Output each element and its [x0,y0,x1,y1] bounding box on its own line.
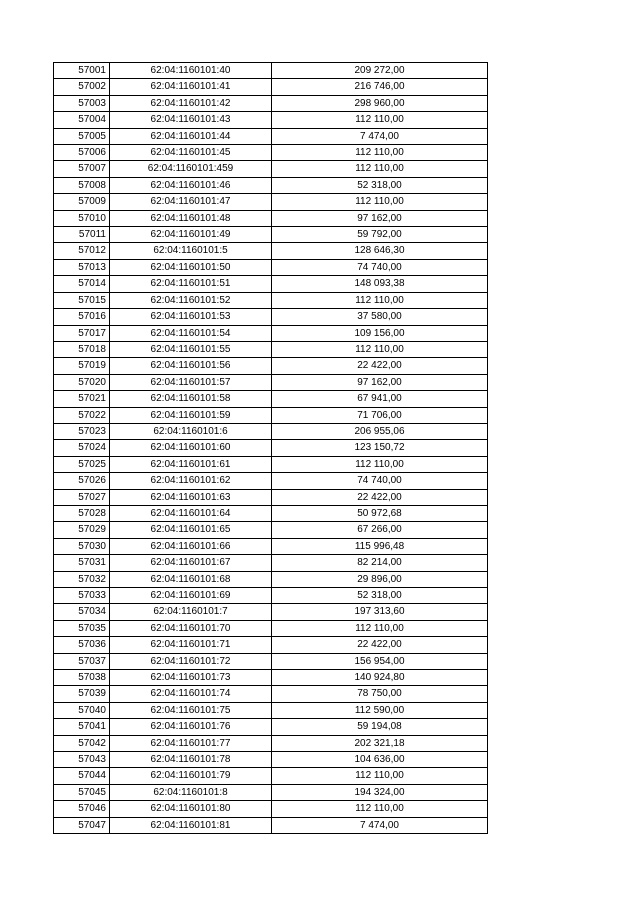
table-row [54,243,488,259]
row-id-cell: 57042 [54,735,110,751]
cadastral-value-cell: 216 746,00 [272,79,488,95]
cadastral-number-cell: 62:04:1160101:52 [110,292,272,308]
table-row [54,522,488,538]
cadastral-number-cell: 62:04:1160101:8 [110,784,272,800]
row-id-cell: 57033 [54,588,110,604]
cadastral-value-cell: 74 740,00 [272,259,488,275]
cadastral-number-cell: 62:04:1160101:63 [110,489,272,505]
cadastral-value-cell: 148 093,38 [272,276,488,292]
table-row [54,538,488,554]
cadastral-value-cell: 67 941,00 [272,391,488,407]
table-row [54,358,488,374]
table-row [54,653,488,669]
cadastral-number-cell: 62:04:1160101:50 [110,259,272,275]
cadastral-value-cell: 112 110,00 [272,194,488,210]
row-id-cell: 57047 [54,817,110,833]
cadastral-number-cell: 62:04:1160101:57 [110,374,272,390]
row-id-cell: 57026 [54,473,110,489]
cadastral-number-cell: 62:04:1160101:48 [110,210,272,226]
table-row [54,161,488,177]
cadastral-number-cell: 62:04:1160101:73 [110,670,272,686]
table-row [54,686,488,702]
row-id-cell: 57044 [54,768,110,784]
cadastral-number-cell: 62:04:1160101:56 [110,358,272,374]
table-row [54,79,488,95]
table-row [54,112,488,128]
table-row [54,752,488,768]
cadastral-number-cell: 62:04:1160101:5 [110,243,272,259]
cadastral-number-cell: 62:04:1160101:70 [110,620,272,636]
cadastral-value-cell: 67 266,00 [272,522,488,538]
table-row [54,670,488,686]
row-id-cell: 57013 [54,259,110,275]
cadastral-number-cell: 62:04:1160101:44 [110,128,272,144]
cadastral-number-cell: 62:04:1160101:79 [110,768,272,784]
cadastral-number-cell: 62:04:1160101:65 [110,522,272,538]
cadastral-number-cell: 62:04:1160101:62 [110,473,272,489]
cadastral-value-cell: 112 110,00 [272,341,488,357]
cadastral-number-cell: 62:04:1160101:53 [110,309,272,325]
row-id-cell: 57012 [54,243,110,259]
cadastral-number-cell: 62:04:1160101:55 [110,341,272,357]
cadastral-value-cell: 112 110,00 [272,112,488,128]
table-row [54,259,488,275]
row-id-cell: 57015 [54,292,110,308]
cadastral-value-cell: 194 324,00 [272,784,488,800]
row-id-cell: 57014 [54,276,110,292]
cadastral-value-cell: 112 110,00 [272,292,488,308]
row-id-cell: 57006 [54,145,110,161]
row-id-cell: 57009 [54,194,110,210]
table-row [54,407,488,423]
cadastral-value-cell: 112 110,00 [272,161,488,177]
cadastral-number-cell: 62:04:1160101:61 [110,456,272,472]
cadastral-number-cell: 62:04:1160101:74 [110,686,272,702]
row-id-cell: 57017 [54,325,110,341]
table-row [54,210,488,226]
row-id-cell: 57003 [54,95,110,111]
cadastral-number-cell: 62:04:1160101:6 [110,423,272,439]
row-id-cell: 57018 [54,341,110,357]
row-id-cell: 57028 [54,505,110,521]
cadastral-value-cell: 197 313,60 [272,604,488,620]
row-id-cell: 57034 [54,604,110,620]
table-row [54,817,488,833]
row-id-cell: 57038 [54,670,110,686]
table-row [54,604,488,620]
table-row [54,702,488,718]
row-id-cell: 57037 [54,653,110,669]
cadastral-number-cell: 62:04:1160101:59 [110,407,272,423]
cadastral-number-cell: 62:04:1160101:7 [110,604,272,620]
table-row [54,735,488,751]
cadastral-value-cell: 50 972,68 [272,505,488,521]
cadastral-value-cell: 37 580,00 [272,309,488,325]
cadastral-number-cell: 62:04:1160101:66 [110,538,272,554]
cadastral-number-cell: 62:04:1160101:47 [110,194,272,210]
cadastral-value-cell: 82 214,00 [272,555,488,571]
table-row [54,801,488,817]
row-id-cell: 57023 [54,423,110,439]
table-row [54,620,488,636]
cadastral-value-cell: 22 422,00 [272,358,488,374]
cadastral-number-cell: 62:04:1160101:68 [110,571,272,587]
row-id-cell: 57005 [54,128,110,144]
cadastral-number-cell: 62:04:1160101:46 [110,177,272,193]
cadastral-number-cell: 62:04:1160101:42 [110,95,272,111]
table-row [54,456,488,472]
table-row [54,719,488,735]
cadastral-value-cell: 7 474,00 [272,817,488,833]
cadastral-number-cell: 62:04:1160101:64 [110,505,272,521]
row-id-cell: 57022 [54,407,110,423]
row-id-cell: 57020 [54,374,110,390]
cadastral-value-cell: 202 321,18 [272,735,488,751]
row-id-cell: 57002 [54,79,110,95]
cadastral-number-cell: 62:04:1160101:69 [110,588,272,604]
row-id-cell: 57011 [54,227,110,243]
cadastral-value-cell: 109 156,00 [272,325,488,341]
table-row [54,423,488,439]
table-row [54,374,488,390]
cadastral-value-cell: 29 896,00 [272,571,488,587]
row-id-cell: 57045 [54,784,110,800]
cadastral-value-cell: 112 110,00 [272,768,488,784]
cadastral-value-cell: 59 792,00 [272,227,488,243]
cadastral-value-cell: 7 474,00 [272,128,488,144]
table-row [54,768,488,784]
cadastral-number-cell: 62:04:1160101:78 [110,752,272,768]
cadastral-number-cell: 62:04:1160101:459 [110,161,272,177]
cadastral-number-cell: 62:04:1160101:49 [110,227,272,243]
cadastral-number-cell: 62:04:1160101:76 [110,719,272,735]
cadastral-value-table [53,62,488,834]
cadastral-value-cell: 112 110,00 [272,456,488,472]
table-row [54,391,488,407]
cadastral-number-cell: 62:04:1160101:67 [110,555,272,571]
row-id-cell: 57025 [54,456,110,472]
table-row [54,341,488,357]
cadastral-value-cell: 112 110,00 [272,145,488,161]
row-id-cell: 57004 [54,112,110,128]
table-row [54,63,488,79]
cadastral-value-cell: 52 318,00 [272,588,488,604]
row-id-cell: 57019 [54,358,110,374]
row-id-cell: 57024 [54,440,110,456]
row-id-cell: 57046 [54,801,110,817]
table-row [54,95,488,111]
cadastral-number-cell: 62:04:1160101:80 [110,801,272,817]
cadastral-value-cell: 140 924,80 [272,670,488,686]
table-row [54,784,488,800]
cadastral-number-cell: 62:04:1160101:58 [110,391,272,407]
table-row [54,128,488,144]
cadastral-value-cell: 123 150,72 [272,440,488,456]
row-id-cell: 57021 [54,391,110,407]
table-row [54,309,488,325]
cadastral-number-cell: 62:04:1160101:43 [110,112,272,128]
row-id-cell: 57001 [54,63,110,79]
cadastral-value-cell: 97 162,00 [272,374,488,390]
cadastral-value-cell: 59 194,08 [272,719,488,735]
row-id-cell: 57032 [54,571,110,587]
cadastral-value-cell: 74 740,00 [272,473,488,489]
row-id-cell: 57027 [54,489,110,505]
cadastral-value-cell: 52 318,00 [272,177,488,193]
row-id-cell: 57008 [54,177,110,193]
cadastral-number-cell: 62:04:1160101:60 [110,440,272,456]
row-id-cell: 57029 [54,522,110,538]
cadastral-value-cell: 22 422,00 [272,637,488,653]
table-row [54,292,488,308]
cadastral-value-cell: 128 646,30 [272,243,488,259]
cadastral-value-cell: 112 590,00 [272,702,488,718]
cadastral-number-cell: 62:04:1160101:72 [110,653,272,669]
table-row [54,145,488,161]
table-row [54,276,488,292]
table-row [54,177,488,193]
table-row [54,505,488,521]
cadastral-value-cell: 112 110,00 [272,620,488,636]
table-row [54,637,488,653]
row-id-cell: 57030 [54,538,110,554]
cadastral-value-cell: 71 706,00 [272,407,488,423]
cadastral-value-cell: 298 960,00 [272,95,488,111]
table-row [54,440,488,456]
cadastral-value-cell: 206 955,06 [272,423,488,439]
row-id-cell: 57035 [54,620,110,636]
row-id-cell: 57040 [54,702,110,718]
cadastral-value-cell: 22 422,00 [272,489,488,505]
cadastral-number-cell: 62:04:1160101:75 [110,702,272,718]
cadastral-number-cell: 62:04:1160101:77 [110,735,272,751]
cadastral-value-cell: 104 636,00 [272,752,488,768]
row-id-cell: 57043 [54,752,110,768]
cadastral-value-cell: 112 110,00 [272,801,488,817]
table-row [54,571,488,587]
table-body [54,63,488,834]
cadastral-value-cell: 115 996,48 [272,538,488,554]
cadastral-value-cell: 209 272,00 [272,63,488,79]
table-row [54,194,488,210]
table-row [54,555,488,571]
table-row [54,588,488,604]
row-id-cell: 57036 [54,637,110,653]
row-id-cell: 57016 [54,309,110,325]
cadastral-number-cell: 62:04:1160101:41 [110,79,272,95]
cadastral-number-cell: 62:04:1160101:40 [110,63,272,79]
cadastral-number-cell: 62:04:1160101:51 [110,276,272,292]
table-row [54,227,488,243]
cadastral-number-cell: 62:04:1160101:71 [110,637,272,653]
cadastral-value-cell: 97 162,00 [272,210,488,226]
row-id-cell: 57010 [54,210,110,226]
cadastral-number-cell: 62:04:1160101:81 [110,817,272,833]
cadastral-value-cell: 78 750,00 [272,686,488,702]
row-id-cell: 57039 [54,686,110,702]
cadastral-value-cell: 156 954,00 [272,653,488,669]
cadastral-number-cell: 62:04:1160101:54 [110,325,272,341]
table-row [54,489,488,505]
table-row [54,473,488,489]
cadastral-number-cell: 62:04:1160101:45 [110,145,272,161]
table-row [54,325,488,341]
row-id-cell: 57031 [54,555,110,571]
row-id-cell: 57007 [54,161,110,177]
row-id-cell: 57041 [54,719,110,735]
